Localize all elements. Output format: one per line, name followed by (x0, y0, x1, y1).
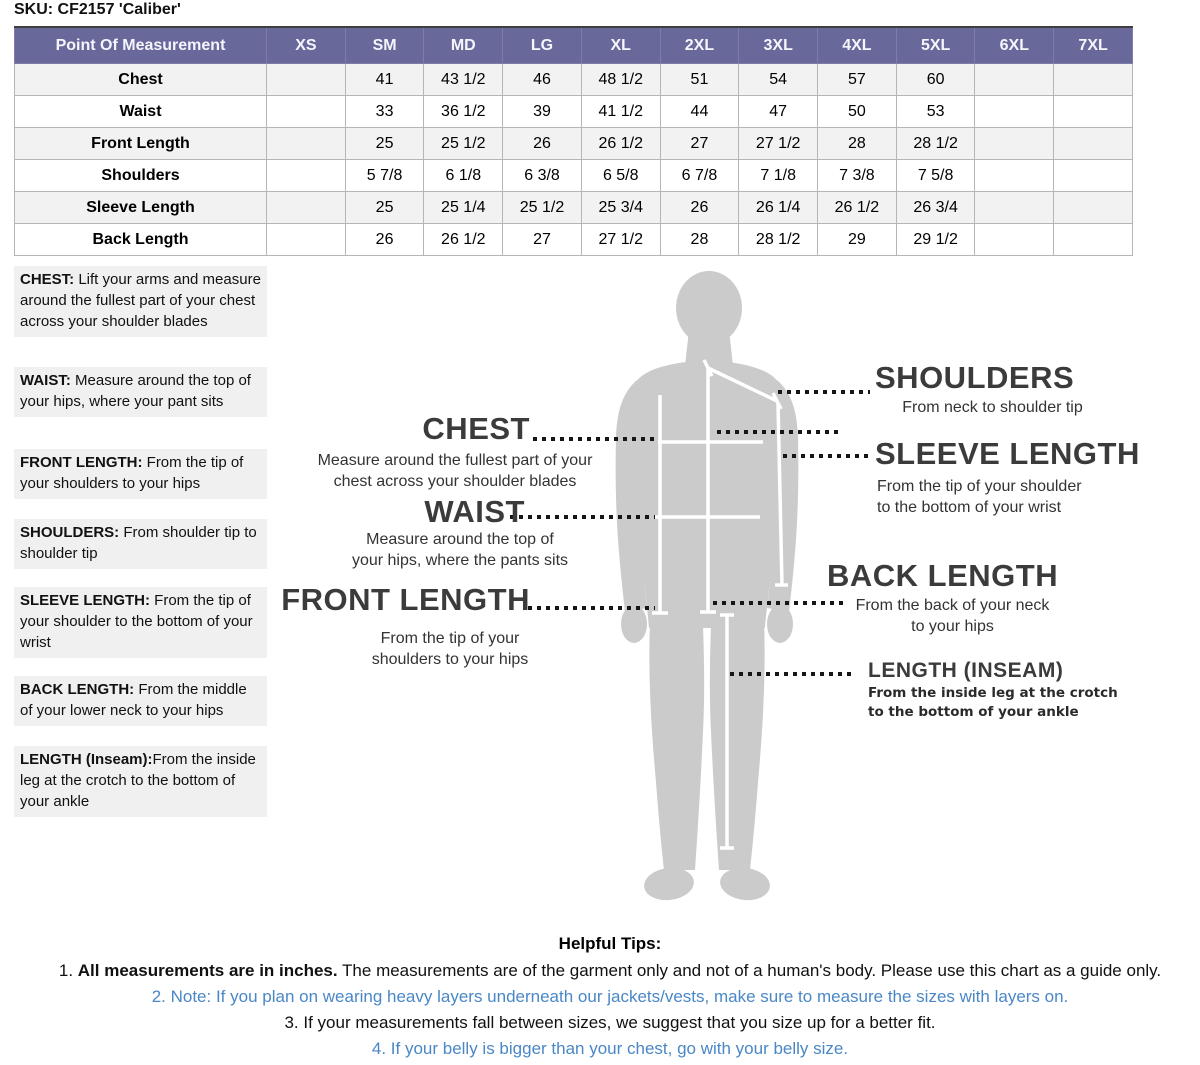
size-value-cell: 29 1/2 (896, 224, 975, 256)
size-value-cell: 33 (345, 96, 424, 128)
diagram-desc-sleeve-length: From the tip of your shoulder to the bottom of your wrist (877, 478, 1082, 516)
size-value-cell: 6 1/8 (424, 160, 503, 192)
size-value-cell: 36 1/2 (424, 96, 503, 128)
body-diagram (280, 260, 1150, 920)
size-column-header: 4XL (818, 27, 897, 64)
size-value-cell: 57 (818, 64, 897, 96)
size-column-header: MD (424, 27, 503, 64)
size-value-cell (267, 160, 346, 192)
size-value-cell: 47 (739, 96, 818, 128)
tip-1: 1. All measurements are in inches. The measurements are of the garment only and not of a human's body. Please use this chart as a guide only. (58, 961, 1162, 980)
size-column-header: XL (581, 27, 660, 64)
diagram-desc-chest: Measure around the fullest part of your chest across your shoulder blades (317, 452, 593, 490)
size-value-cell: 6 3/8 (503, 160, 582, 192)
size-column-header: 3XL (739, 27, 818, 64)
diagram-desc-waist: Measure around the top of your hips, where the pants sits (351, 531, 569, 569)
size-value-cell: 28 (660, 224, 739, 256)
tip-4: 4. If your belly is bigger than your chest, go with your belly size. (371, 1039, 849, 1058)
guide-term: CHEST: (20, 271, 75, 288)
tip-2: 2. Note: If you plan on wearing heavy layers underneath our jackets/vests, make sure to measure the sizes with layers on. (151, 987, 1069, 1006)
size-value-cell: 28 1/2 (739, 224, 818, 256)
size-value-cell (267, 192, 346, 224)
row-label-cell: Waist (15, 96, 267, 128)
size-value-cell: 51 (660, 64, 739, 96)
measurement-row (15, 192, 1133, 224)
size-value-cell: 7 5/8 (896, 160, 975, 192)
size-value-cell (975, 160, 1054, 192)
size-column-header: SM (345, 27, 424, 64)
size-value-cell (1054, 160, 1133, 192)
size-value-cell (975, 192, 1054, 224)
size-value-cell: 27 (660, 128, 739, 160)
size-value-cell: 6 7/8 (660, 160, 739, 192)
tip-3: 3. If your measurements fall between sizes, we suggest that you size up for a better fit. (284, 1013, 936, 1032)
size-column-header: 5XL (896, 27, 975, 64)
guide-desc: From the tip of your shoulder to the bottom of your wrist (20, 592, 253, 651)
size-value-cell (1054, 96, 1133, 128)
guide-item (14, 449, 267, 499)
size-value-cell: 48 1/2 (581, 64, 660, 96)
size-value-cell: 39 (503, 96, 582, 128)
guide-item (14, 676, 267, 726)
guide-desc: Measure around the top of your hips, where your pant sits (20, 372, 251, 410)
size-value-cell: 26 (345, 224, 424, 256)
diagram-label-chest: CHEST (422, 411, 530, 446)
sku-label: SKU: CF2157 'Caliber' (14, 1, 181, 18)
size-value-cell: 60 (896, 64, 975, 96)
size-value-cell: 25 (345, 128, 424, 160)
size-value-cell (267, 128, 346, 160)
guide-desc: From the inside leg at the crotch to the bottom of your ankle (20, 751, 256, 810)
diagram-label-front-length: FRONT LENGTH (281, 582, 530, 617)
size-value-cell (1054, 64, 1133, 96)
guide-term: SLEEVE LENGTH: (20, 592, 151, 609)
size-value-cell: 26 1/2 (581, 128, 660, 160)
guide-term: FRONT LENGTH: (20, 454, 143, 471)
guide-term: SHOULDERS: (20, 524, 120, 541)
size-column-header: LG (503, 27, 582, 64)
size-value-cell (267, 96, 346, 128)
diagram-label-sleeve-length: SLEEVE LENGTH (875, 436, 1140, 471)
measurement-row (15, 224, 1133, 256)
diagram-label-back-length: BACK LENGTH (827, 558, 1059, 593)
size-value-cell: 27 (503, 224, 582, 256)
diagram-label-inseam: LENGTH (INSEAM) (868, 659, 1064, 682)
table-header (15, 27, 1133, 64)
size-value-cell (975, 96, 1054, 128)
size-value-cell: 54 (739, 64, 818, 96)
size-value-cell (1054, 192, 1133, 224)
size-value-cell: 7 3/8 (818, 160, 897, 192)
row-label-cell: Back Length (15, 224, 267, 256)
size-value-cell: 5 7/8 (345, 160, 424, 192)
guide-desc: From the middle of your lower neck to your hips (20, 681, 247, 719)
measurement-row (15, 64, 1133, 96)
size-value-cell (975, 224, 1054, 256)
guide-term: BACK LENGTH: (20, 681, 135, 698)
size-column-header: 6XL (975, 27, 1054, 64)
size-value-cell: 50 (818, 96, 897, 128)
size-value-cell: 26 (660, 192, 739, 224)
size-value-cell (267, 64, 346, 96)
row-label-cell: Front Length (15, 128, 267, 160)
size-chart-table (14, 26, 1133, 256)
size-value-cell: 53 (896, 96, 975, 128)
measurement-guide (14, 266, 267, 817)
measurement-row (15, 128, 1133, 160)
size-value-cell: 28 1/2 (896, 128, 975, 160)
table-header-row (15, 27, 1133, 64)
diagram-desc-inseam: From the inside leg at the crotch to the bottom of your ankle (868, 685, 1118, 720)
measurement-row (15, 96, 1133, 128)
human-silhouette (616, 271, 799, 903)
guide-term: LENGTH (Inseam): (20, 751, 153, 768)
size-value-cell: 26 (503, 128, 582, 160)
size-value-cell: 26 1/2 (818, 192, 897, 224)
table-body (15, 64, 1133, 256)
size-value-cell: 44 (660, 96, 739, 128)
size-value-cell: 26 1/2 (424, 224, 503, 256)
diagram-label-shoulders: SHOULDERS (875, 360, 1075, 395)
size-value-cell: 46 (503, 64, 582, 96)
size-column-header: XS (267, 27, 346, 64)
size-value-cell: 27 1/2 (581, 224, 660, 256)
guide-desc: Lift your arms and measure around the fullest part of your chest across your shoulder blades (20, 271, 261, 330)
size-value-cell: 27 1/2 (739, 128, 818, 160)
size-value-cell: 7 1/8 (739, 160, 818, 192)
size-value-cell: 29 (818, 224, 897, 256)
diagram-desc-back-length: From the back of your neck to your hips (855, 597, 1050, 635)
size-value-cell: 25 3/4 (581, 192, 660, 224)
measurement-row (15, 160, 1133, 192)
size-value-cell: 6 5/8 (581, 160, 660, 192)
size-value-cell (975, 64, 1054, 96)
size-value-cell: 41 1/2 (581, 96, 660, 128)
diagram-desc-front-length: From the tip of your shoulders to your hips (371, 630, 529, 668)
size-value-cell: 28 (818, 128, 897, 160)
size-value-cell (1054, 224, 1133, 256)
point-of-measurement-header: Point Of Measurement (15, 27, 267, 64)
size-value-cell: 25 (345, 192, 424, 224)
size-value-cell: 25 1/2 (503, 192, 582, 224)
guide-item (14, 519, 267, 569)
guide-item (14, 367, 267, 417)
guide-desc: From the tip of your shoulders to your hips (20, 454, 244, 492)
helpful-tips-heading: Helpful Tips: (558, 934, 662, 953)
row-label-cell: Sleeve Length (15, 192, 267, 224)
size-value-cell (1054, 128, 1133, 160)
guide-item (14, 587, 267, 658)
row-label-cell: Shoulders (15, 160, 267, 192)
guide-item (14, 746, 267, 817)
guide-desc: From shoulder tip to shoulder tip (20, 524, 257, 562)
helpful-tips (20, 934, 1200, 1065)
row-label-cell: Chest (15, 64, 267, 96)
size-value-cell: 26 1/4 (739, 192, 818, 224)
diagram-label-waist: WAIST (424, 494, 525, 529)
guide-item (14, 266, 267, 337)
diagram-desc-shoulders: From neck to shoulder tip (902, 399, 1083, 416)
size-column-header: 7XL (1054, 27, 1133, 64)
guide-term: WAIST: (20, 372, 71, 389)
size-column-header: 2XL (660, 27, 739, 64)
size-value-cell: 26 3/4 (896, 192, 975, 224)
size-value-cell (975, 128, 1054, 160)
size-value-cell: 43 1/2 (424, 64, 503, 96)
size-value-cell: 41 (345, 64, 424, 96)
size-value-cell (267, 224, 346, 256)
size-chart (14, 26, 1133, 256)
size-value-cell: 25 1/2 (424, 128, 503, 160)
size-value-cell: 25 1/4 (424, 192, 503, 224)
